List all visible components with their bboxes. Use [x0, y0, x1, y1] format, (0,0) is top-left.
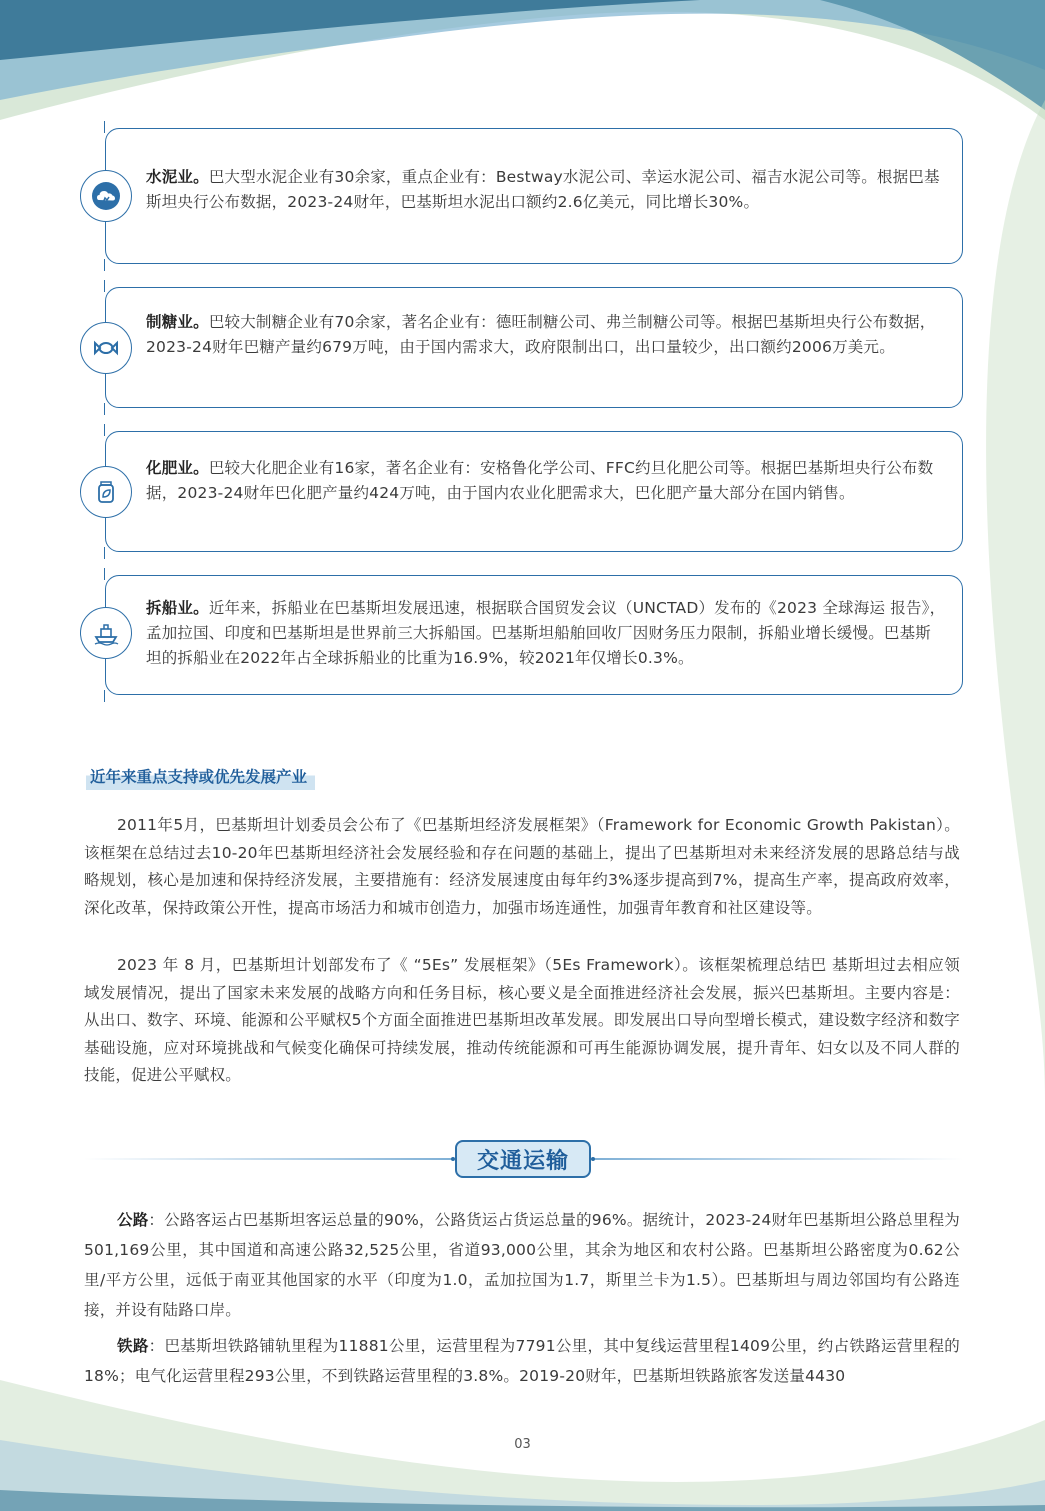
- card-body: 巴大型水泥企业有30余家，重点企业有：Bestway水泥公司、幸运水泥公司、福吉水泥公司等。根据巴基斯坦央行公布数据，2023-24财年，巴基斯坦水泥出口额约2.6亿美元，同比增长30%。: [146, 168, 940, 211]
- paragraph-railways: [84, 1331, 960, 1391]
- subheading-priority-industries: 近年来重点支持或优先发展产业: [86, 764, 315, 790]
- sugar-candy-icon: [80, 322, 132, 374]
- roads-label: 公路: [117, 1211, 149, 1229]
- card-body: 巴较大化肥企业有16家，著名企业有：安格鲁化学公司、FFC约旦化肥公司等。根据巴基斯坦央行公布数据，2023-24财年巴化肥产量约424万吨，由于国内农业化肥需求大，巴化肥产量大部分在国内销售。: [146, 459, 934, 502]
- section-divider-right: [593, 1158, 963, 1160]
- paragraph-framework-2023: 2023 年 8 月，巴基斯坦计划部发布了《 “5Es” 发展框架》（5Es Framework）。该框架梳理总结巴 基斯坦过去相应领域发展情况，提出了国家未来发展的战略方向和任务目标，核心要义是全面推进经济社会发展，振兴巴基斯坦。主要内容是：从出口、数字、环境、能源和公平赋权5个方面全面推进巴基斯坦改革发展。即发展出口导向型增长模式，建设数字经济和数字基础设施，应对环境挑战和气候变化确保可持续发展，推动传统能源和可再生能源协调发展，提升青年、妇女以及不同人群的技能，促进公平赋权。: [84, 956, 960, 1084]
- cloud-cement-icon: [80, 170, 132, 222]
- section-title-transport: 交通运输: [455, 1140, 591, 1178]
- section-divider-left: [84, 1158, 454, 1160]
- card-title: 化肥业。: [146, 459, 209, 477]
- fertilizer-jar-icon: [80, 466, 132, 518]
- card-text-fertilizer: [146, 456, 946, 506]
- card-title: 水泥业。: [146, 168, 209, 186]
- card-body: 巴较大制糖企业有70余家，著名企业有：德旺制糖公司、弗兰制糖公司等。根据巴基斯坦央行公布数据，2023-24财年巴糖产量约679万吨，由于国内需求大，政府限制出口，出口量较少，出口额约2006万美元。: [146, 313, 936, 356]
- paragraph-framework-2011: 2011年5月，巴基斯坦计划委员会公布了《巴基斯坦经济发展框架》（Framework for Economic Growth Pakistan）。该框架在总结过去10-20年巴基斯坦经济社会发展经验和存在问题的基础上，提出了巴基斯坦对未来经济发展的思路总结与战略规划，核心是加速和保持经济发展，主要措施有：经济发展速度由每年约3%逐步提高到7%，提高生产率，提高政府效率，深化改革，保持政策公开性，提高市场活力和城市创造力，加强市场连通性，加强青年教育和社区建设等。: [84, 816, 960, 917]
- card-text-cement: [146, 165, 946, 215]
- roads-text: ：公路客运占巴基斯坦客运总量的90%，公路货运占货运总量的96%。据统计，2023-24财年巴基斯坦公路总里程为501,169公里，其中国道和高速公路32,525公里，省道93,000公里，其余为地区和农村公路。巴基斯坦公路密度为0.62公里/平方公里，远低于南亚其他国家的水平（印度为1.0，孟加拉国为1.7，斯里兰卡为1.5）。巴基斯坦与周边邻国均有公路连接，并设有陆路口岸。: [84, 1211, 960, 1319]
- card-title: 拆船业。: [146, 599, 209, 617]
- railways-label: 铁路: [117, 1337, 149, 1355]
- card-text-sugar: [146, 310, 946, 360]
- railways-text: ：巴基斯坦铁路铺轨里程为11881公里，运营里程为7791公里，其中复线运营里程1409公里，约占铁路运营里程的18%；电气化运营里程293公里，不到铁路运营里程的3.8%。2019-20财年，巴基斯坦铁路旅客发送量4430: [84, 1337, 961, 1385]
- card-text-shipbreaking: [146, 596, 946, 671]
- ship-icon: [80, 607, 132, 659]
- card-title: 制糖业。: [146, 313, 209, 331]
- card-body: 近年来，拆船业在巴基斯坦发展迅速，根据联合国贸发会议（UNCTAD）发布的《2023 全球海运 报告》，孟加拉国、印度和巴基斯坦是世界前三大拆船国。巴基斯坦船舶回收厂因财务压力限制，拆船业增长缓慢。巴基斯坦的拆船业在2022年占全球拆船业的比重为16.9%，较2021年仅增长0.3%。: [146, 599, 946, 667]
- page-number: 03: [514, 1437, 531, 1452]
- paragraph-roads: [84, 1205, 960, 1325]
